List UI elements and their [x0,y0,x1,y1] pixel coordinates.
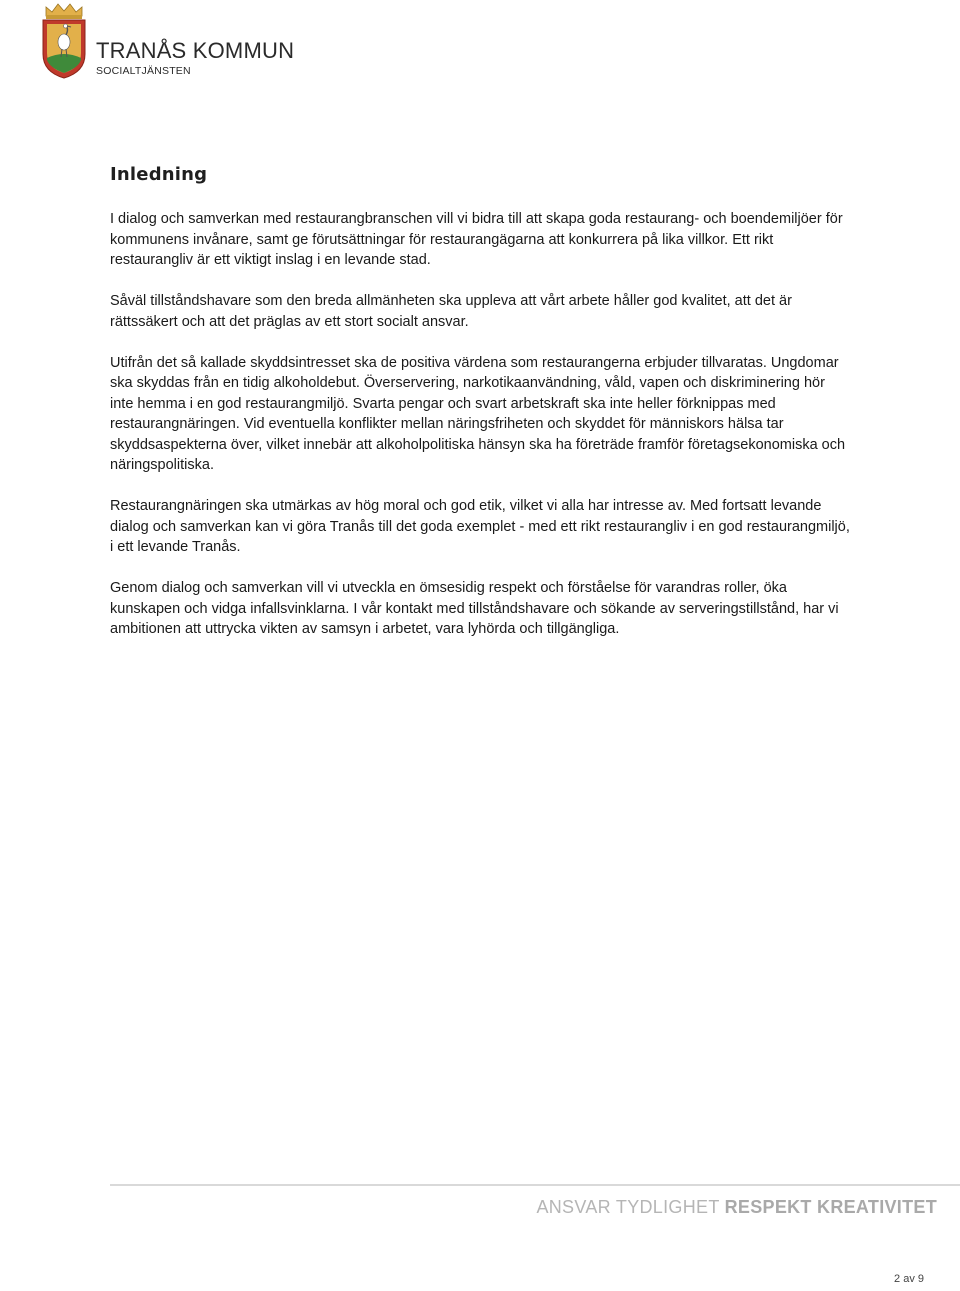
motto-bold-text: RESPEKT KREATIVITET [724,1197,937,1217]
main-content [110,164,850,660]
footer-divider [110,1184,960,1186]
page-number: 2 av 9 [894,1273,924,1285]
paragraph: Genom dialog och samverkan vill vi utveckla en ömsesidig respekt och förståelse för varandras roller, öka kunskapen och vidga infallsvinklarna. I vår kontakt med tillståndshavare och sökande av serveringstillstånd, har vi ambitionen att uttrycka vikten av samsyn i arbetet, vara lyhörda och tillgängliga. [110,580,839,637]
footer-motto [536,1197,937,1218]
page-header [38,2,294,82]
paragraph: Restaurangnäringen ska utmärkas av hög moral och god etik, vilket vi alla har intresse av. Med fortsatt levande dialog och samverkan kan vi göra Tranås till det goda exemplet - med ett rikt restaurangliv i en god restaurangmiljö, i ett levande Tranås. [110,498,850,555]
department-name: SOCIALTJÄNSTEN [96,65,191,77]
municipal-crest-icon [38,2,90,80]
paragraph: Utifrån det så kallade skyddsintresset ska de positiva värdena som restaurangerna erbjuder tillvaratas. Ungdomar ska skyddas från en tidig alkoholdebut. Överservering, narkotikaanvändning, våld, vapen och diskriminering hör inte hemma i en god restaurangmiljö. Svarta pengar och svart arbetskraft ska inte heller förknippas med restaurangnäringen. Vid eventuella konflikter mellan näringsfriheten och skyddet för människors hälsa tar skyddsaspekterna över, vilket innebär att alkoholpolitiska hänsyn ska ha företräde framför företagsekonomiska och näringspolitiska. [110,354,846,473]
paragraph: I dialog och samverkan med restaurangbranschen vill vi bidra till att skapa goda restaurang- och boendemiljöer för kommunens invånare, samt ge förutsättningar för restaurangägarna att konkurrera på lika villkor. Ett rikt restaurangliv är ett viktigt inslag i en levande stad. [110,211,843,268]
organization-name: TRANÅS KOMMUN [96,38,295,63]
organization-block [96,40,294,77]
paragraph: Såväl tillståndshavare som den breda allmänheten ska uppleva att vårt arbete håller god kvalitet, att det är rättssäkert och att det präglas av ett stort socialt ansvar. [110,293,792,330]
page-title: Inledning [110,164,208,185]
motto-light-text: ANSVAR TYDLIGHET [536,1197,720,1217]
